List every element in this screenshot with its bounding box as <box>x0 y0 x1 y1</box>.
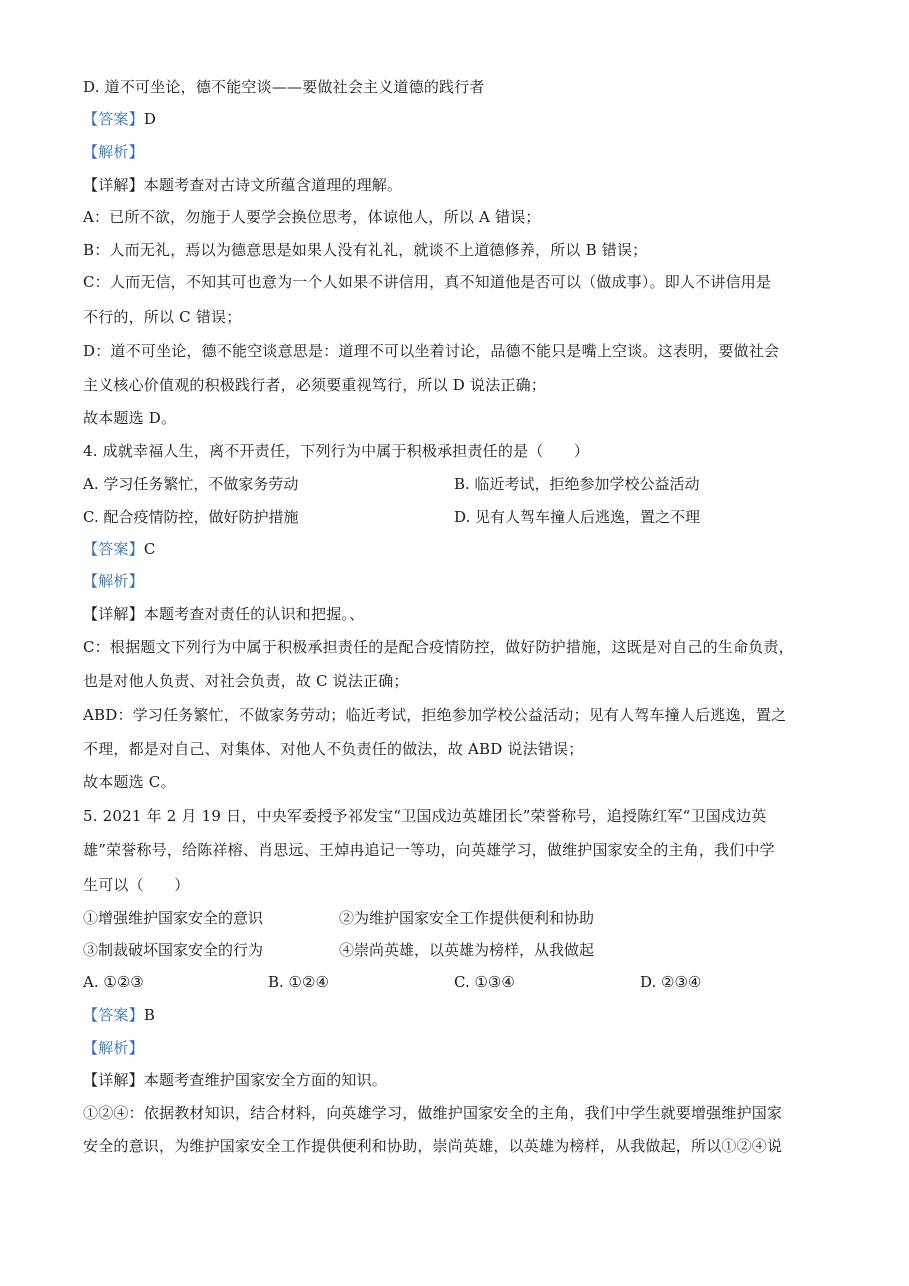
q3-analysis-tag: 【解析】 <box>83 143 144 161</box>
q5-item-4: ④崇尚英雄，以英雄为榜样，从我做起 <box>339 941 595 959</box>
q5-answer <box>83 1005 839 1025</box>
q3-analysis-line: 【详解】本题考查对古诗文所蕴含道理的理解。 <box>83 176 403 194</box>
q5-stem-line: 5. 2021 年 2 月 19 日，中央军委授予祁发宝“卫国戍边英雄团长”荣誉称号，追授陈红军“卫国戍边英 <box>83 807 767 825</box>
q5-item-1: ①增强维护国家安全的意识 <box>83 909 264 927</box>
q5-options-row <box>83 972 839 992</box>
q5-option-a: A. ①②③ <box>83 973 144 991</box>
q3-analysis-line: 故本题选 D。 <box>83 409 177 427</box>
q3-analysis-line: C：人而无信，不知其可也意为一个人如果不讲信用，真不知道他是否可以（做成事）。即人不讲信用是 <box>83 273 772 291</box>
q4-option-c: C. 配合疫情防控，做好防护措施 <box>83 508 299 526</box>
q5-stem-line: 雄”荣誉称号，给陈祥榕、肖思远、王焯冉追记一等功，向英雄学习，做维护国家安全的主角，我们中学 <box>83 841 775 859</box>
q5-item-2: ②为维护国家安全工作提供便利和协助 <box>339 909 595 927</box>
answer-tag: 【答案】 <box>83 110 144 128</box>
q4-analysis-line: 不理，都是对自己、对集体、对他人不负责任的做法，故 ABD 说法错误； <box>83 740 584 758</box>
q3-analysis-line: D：道不可坐论，德不能空谈意思是：道理不可以坐着讨论，品德不能只是嘴上空谈。这表明，要做社会 <box>83 342 780 360</box>
q5-items-row-2 <box>83 940 839 960</box>
q4-stem: 4. 成就幸福人生，离不开责任，下列行为中属于积极承担责任的是（ ） <box>83 442 590 460</box>
q4-options-row-1 <box>83 474 839 494</box>
q4-analysis-tag: 【解析】 <box>83 572 144 590</box>
q3-analysis-line: B：人而无礼，焉以为德意思是如果人没有礼礼，就谈不上道德修养，所以 B 错误； <box>83 241 648 259</box>
q5-option-d: D. ②③④ <box>640 973 702 991</box>
answer-value: B <box>143 1006 156 1024</box>
q3-analysis-line: 不行的，所以 C 错误； <box>83 308 242 326</box>
answer-tag: 【答案】 <box>83 1006 144 1024</box>
q3-option-d: D. 道不可坐论，德不能空谈——要做社会主义道德的践行者 <box>83 78 485 96</box>
q4-analysis-line: 也是对他人负责、对社会负责，故 C 说法正确； <box>83 672 409 690</box>
q4-option-a: A. 学习任务繁忙，不做家务劳动 <box>83 475 299 493</box>
q3-analysis-line: 主义核心价值观的积极践行者，必须要重视笃行，所以 D 说法正确； <box>83 376 546 394</box>
q5-item-3: ③制裁破坏国家安全的行为 <box>83 941 264 959</box>
q3-analysis-line: A：已所不欲，勿施于人要学会换位思考，体谅他人，所以 A 错误； <box>83 208 541 226</box>
answer-value: D <box>143 110 157 128</box>
q5-analysis-line: ①②④：依据教材知识，结合材料，向英雄学习，做维护国家安全的主角，我们中学生就要增强维护国家 <box>83 1104 783 1122</box>
q4-answer <box>83 539 839 559</box>
q3-answer <box>83 109 839 129</box>
q4-options-row-2 <box>83 507 839 527</box>
q5-items-row-1 <box>83 908 839 928</box>
q4-option-d: D. 见有人驾车撞人后逃逸，置之不理 <box>454 508 701 526</box>
q4-analysis-line: C：根据题文下列行为中属于积极承担责任的是配合疫情防控，做好防护措施，这既是对自己的生命负责， <box>83 638 794 656</box>
q5-option-c: C. ①③④ <box>454 973 515 991</box>
q5-analysis-line: 【详解】本题考查维护国家安全方面的知识。 <box>83 1071 388 1089</box>
q4-analysis-line: 【详解】本题考查对责任的认识和把握。、 <box>83 605 365 623</box>
q5-stem-line: 生可以（ ） <box>83 876 190 894</box>
answer-tag: 【答案】 <box>83 540 144 558</box>
q5-analysis-line: 安全的意识，为维护国家安全工作提供便利和协助，崇尚英雄，以英雄为榜样，从我做起，所以①②④说 <box>83 1137 783 1155</box>
q4-option-b: B. 临近考试，拒绝参加学校公益活动 <box>454 475 700 493</box>
q4-analysis-line: ABD：学习任务繁忙，不做家务劳动；临近考试，拒绝参加学校公益活动；见有人驾车撞人后逃逸，置之 <box>83 706 787 724</box>
answer-value: C <box>143 540 156 558</box>
q5-option-b: B. ①②④ <box>268 973 329 991</box>
q5-analysis-tag: 【解析】 <box>83 1039 144 1057</box>
q4-analysis-line: 故本题选 C。 <box>83 773 176 791</box>
